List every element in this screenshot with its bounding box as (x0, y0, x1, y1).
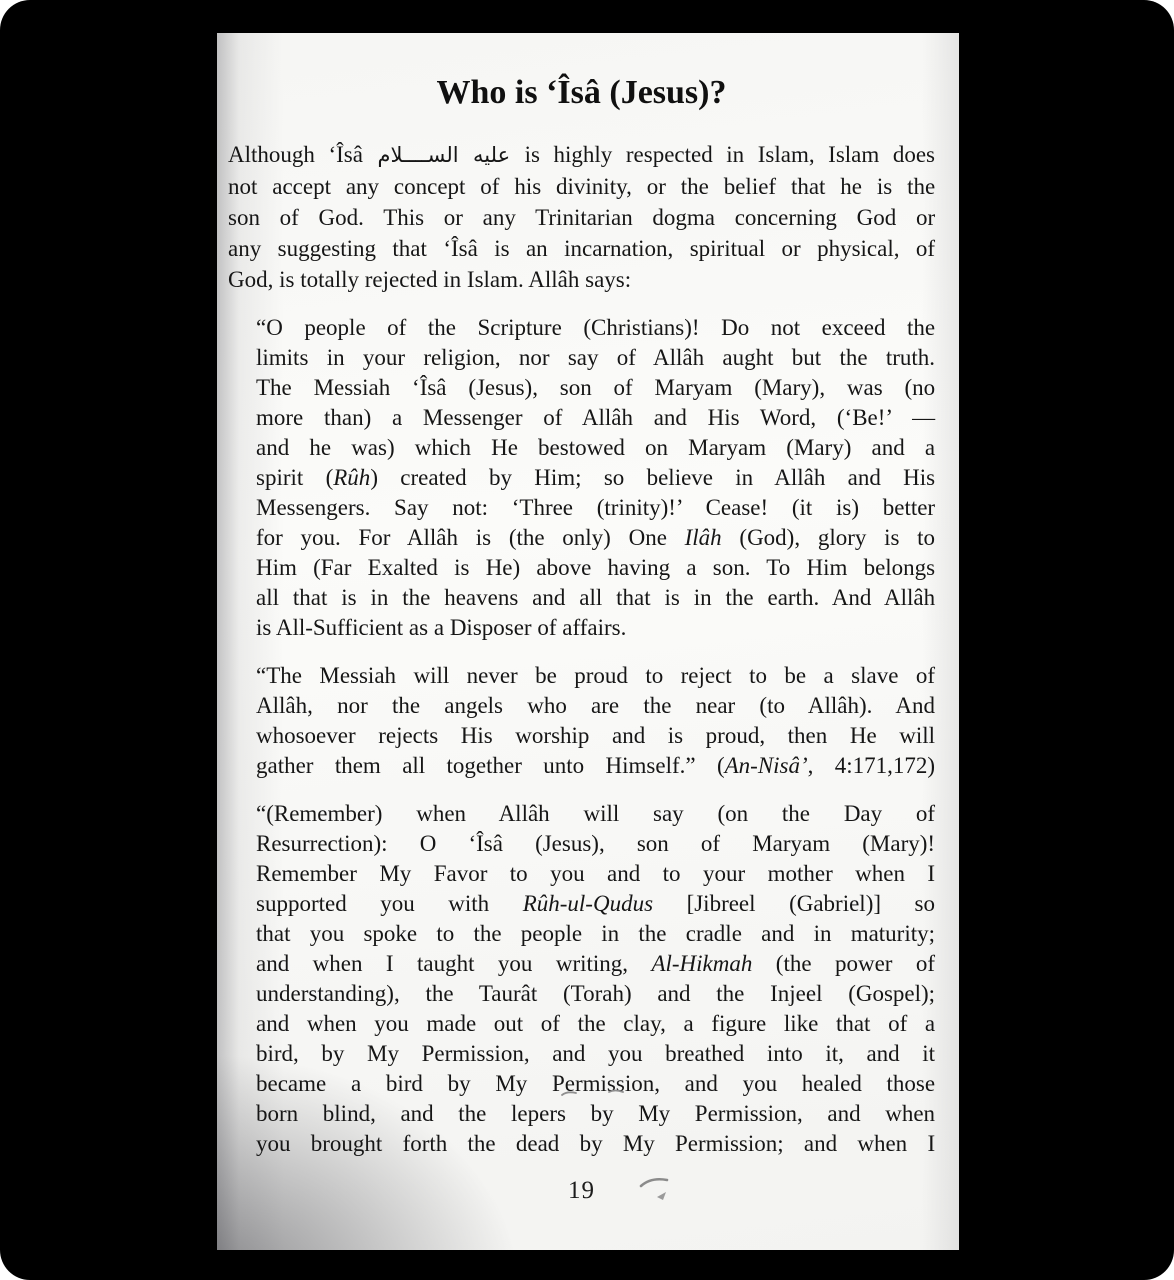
text-line: any suggesting that ‘Îsâ is an incarnation, spiritual or physical, of (228, 236, 936, 261)
text-line: that you spoke to the people in the cradle and in maturity; (256, 921, 936, 946)
text-line: all that is in the heavens and all that is in the earth. And Allâh (256, 585, 936, 610)
page-text (228, 139, 935, 1159)
text-line: supported you with Rûh-ul-Qudus [Jibreel (Gabriel)] so (256, 891, 935, 916)
arabic-honorific: عليه الســــلام (362, 143, 525, 167)
body-paragraph (228, 139, 935, 295)
text-line: Him (Far Exalted is He) above having a son. To Him belongs (256, 555, 936, 580)
text-line: not accept any concept of his divinity, or the belief that he is the (228, 174, 936, 199)
text-line: spirit (Rûh) created by Him; so believe in Allâh and His (256, 465, 936, 490)
text-line: and when I taught you writing, Al-Hikmah (the power of (256, 951, 936, 976)
text-line: The Messiah ‘Îsâ (Jesus), son of Maryam (Mary), was (no (256, 375, 936, 400)
text-line: understanding), the Taurât (Torah) and the Injeel (Gospel); (256, 981, 936, 1006)
text-line: limits in your religion, nor say of Allâh aught but the truth. (256, 345, 936, 370)
text-line: more than) a Messenger of Allâh and His Word, (‘Be!’ — (256, 405, 936, 430)
text-line: “The Messiah will never be proud to reject to be a slave of (256, 663, 935, 688)
text-line: “O people of the Scripture (Christians)! Do not exceed the (256, 315, 936, 340)
text-line: gather them all together unto Himself.” (An-Nisâ’, 4:171,172) (256, 753, 936, 778)
text-line: for you. For Allâh is (the only) One Ilâh (God), glory is to (256, 525, 936, 550)
text-line: Although ‘Îsâ عليه الســــلام is highly respected in Islam, Islam does (228, 142, 935, 167)
book-page (217, 33, 959, 1250)
text-line: is All-Sufficient as a Disposer of affairs. (256, 615, 627, 640)
text-line: born blind, and the lepers by My Permission, and when (256, 1101, 936, 1126)
text-line: Messengers. Say not: ‘Three (trinity)!’ Cease! (it is) better (256, 495, 936, 520)
page-number: 19 (568, 1177, 595, 1204)
text-line: you brought forth the dead by My Permission; and when I (256, 1131, 936, 1156)
page-title: Who is ‘Îsâ (Jesus)? (436, 74, 727, 111)
text-line: and he was) which He bestowed on Maryam (Mary) and a (256, 435, 936, 460)
quote-paragraph (256, 661, 935, 781)
text-line: God, is totally rejected in Islam. Allâh says: (228, 267, 632, 292)
text-line: son of God. This or any Trinitarian dogma concerning God or (228, 205, 936, 230)
text-line: Resurrection): O ‘Îsâ (Jesus), son of Maryam (Mary)! (256, 831, 936, 856)
text-line: whosoever rejects His worship and is proud, then He will (256, 723, 935, 748)
text-line: and when you made out of the clay, a figure like that of a (256, 1011, 936, 1036)
text-line: Allâh, nor the angels who are the near (to Allâh). And (256, 693, 935, 718)
text-line: Remember My Favor to you and to your mother when I (256, 861, 936, 886)
text-line: bird, by My Permission, and you breathed into it, and it (256, 1041, 936, 1066)
text-line: “(Remember) when Allâh will say (on the Day of (256, 801, 936, 826)
text-line: became a bird by My Permission, and you healed those (256, 1071, 936, 1096)
quote-paragraph (256, 799, 935, 1159)
quote-paragraph (256, 313, 935, 643)
